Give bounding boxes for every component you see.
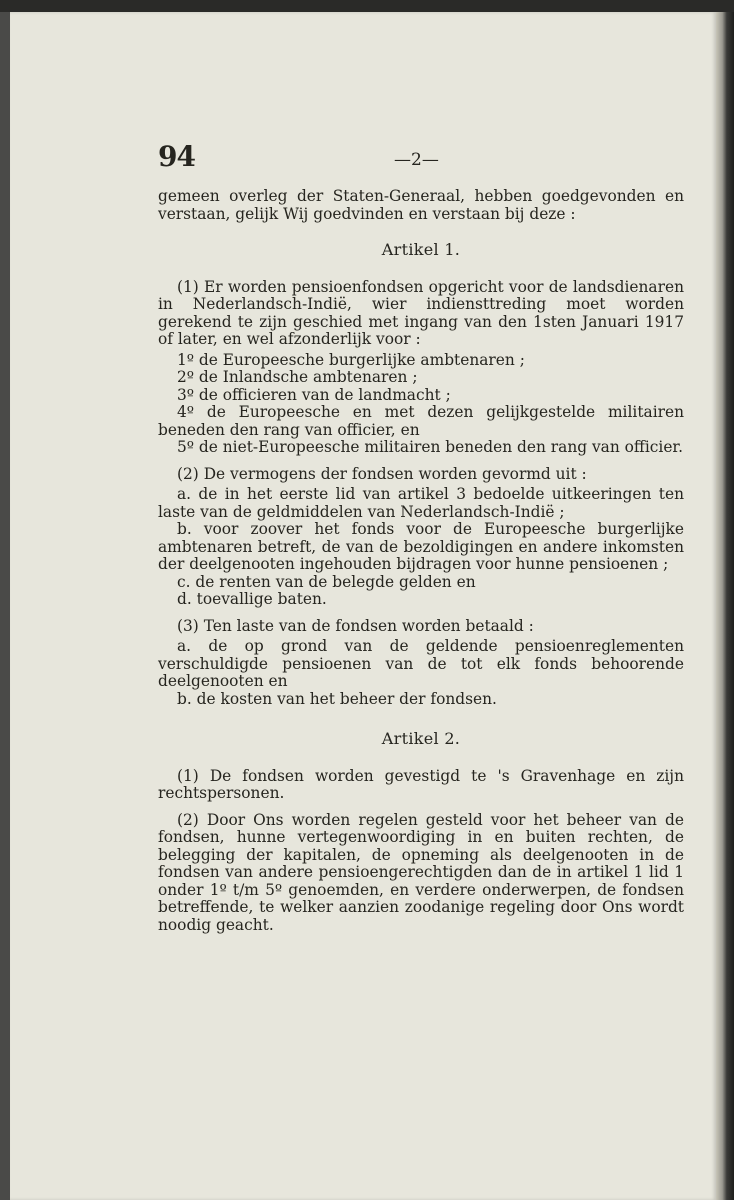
page-number: 94 — [158, 140, 195, 173]
list-item-4: 4º de Europeesche en met dezen gelijkgestelde militairen beneden den rang van officier, en — [158, 403, 684, 439]
lid-3-item-b: b. de kosten van het beheer der fondsen. — [177, 689, 497, 708]
list-item-5: 5º de niet-Europeesche militairen beneden den rang van officier. — [177, 438, 683, 456]
page-header — [158, 140, 684, 188]
book-spine — [716, 12, 734, 1200]
article-1-lid-3: (3) Ten laste van de fondsen worden betaald : — [177, 616, 534, 635]
lid-2-item-c: c. de renten van de belegde gelden en — [177, 572, 476, 591]
list-item-1: 1º de Europeesche burgerlijke ambtenaren ; — [177, 350, 525, 369]
scan-top-edge — [0, 0, 734, 12]
article-1-lid-1: (1) Er worden pensioenfondsen opgericht voor de landsdienaren in Nederlandsch-Indië, wier indiensttreding moet worden gerekend te zijn geschied met ingang van den 1sten Januari 1917 of later, en wel afzonderlijk voor : — [158, 277, 684, 348]
page-body — [158, 140, 684, 934]
list-item-3: 3º de officieren van de landmacht ; — [177, 385, 451, 404]
lid-3-item-a: a. de op grond van de geldende pensioenreglementen verschuldigde pensioenen van de tot elk fonds behoorende deelgenooten en — [158, 637, 684, 690]
lid-2-item-d: d. toevallige baten. — [177, 590, 327, 608]
article-1-lid-2: (2) De vermogens der fondsen worden gevormd uit : — [177, 464, 587, 483]
lid-2-item-a: a. de in het eerste lid van artikel 3 bedoelde uitkeeringen ten laste van de geldmiddelen van Nederlandsch-Indië ; — [158, 485, 684, 521]
sheet-marker: —2— — [394, 150, 439, 170]
lid-2-item-b: b. voor zoover het fonds voor de Europeesche burgerlijke ambtenaren betreft, de van de bezoldigingen en andere inkomsten der deelgenooten ingehouden bijdragen voor hunne pensioenen ; — [158, 520, 684, 573]
article-2-lid-2: (2) Door Ons worden regelen gesteld voor het beheer van de fondsen, hunne vertegenwoordiging in en buiten rechten, de belegging der kapitalen, de opneming als deelgenooten in de fondsen van andere pensioengerechtigden dan de in artikel 1 lid 1 onder 1º t/m 5º genoemden, en verdere onderwerpen, de fondsen betreffende, te welker aanzien zoodanige regeling door Ons wordt noodig geacht. — [158, 810, 684, 934]
intro-paragraph: gemeen overleg der Staten-Generaal, hebben goedgevonden en verstaan, gelijk Wij goedvinden en verstaan bij deze : — [158, 187, 684, 223]
article-1-heading: Artikel 1. — [381, 240, 461, 259]
article-2-lid-1: (1) De fondsen worden gevestigd te 's Gravenhage en zijn rechtspersonen. — [158, 766, 684, 802]
article-2-heading: Artikel 2. — [381, 729, 461, 748]
list-item-2: 2º de Inlandsche ambtenaren ; — [177, 368, 418, 386]
